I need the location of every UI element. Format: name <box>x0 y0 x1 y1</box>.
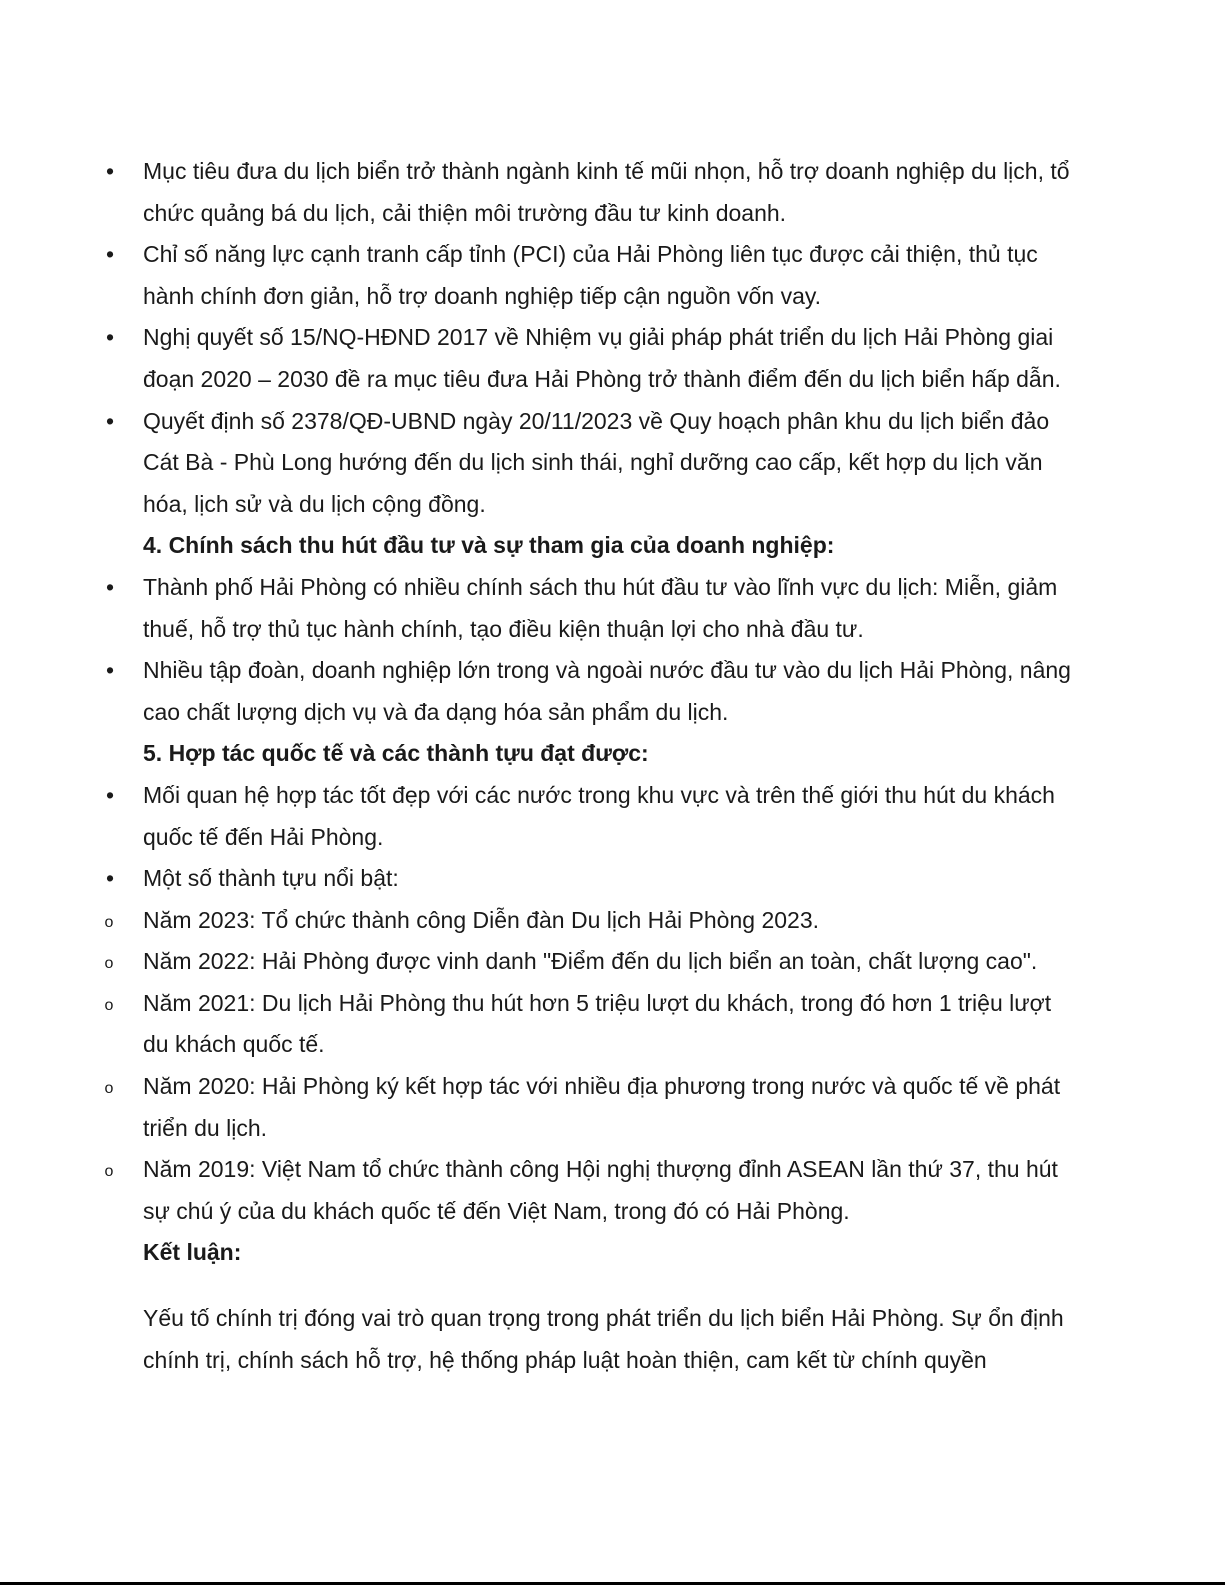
list-item <box>0 151 1083 234</box>
bullet-disc: • <box>105 573 115 600</box>
bullet-disc: • <box>105 324 115 351</box>
list-item-text: Nghị quyết số 15/NQ-HĐND 2017 về Nhiệm vụ giải pháp phát triển du lịch Hải Phòng giai đoạn 2020 – 2030 đề ra mục tiêu đưa Hải Phòng trở thành điểm đến du lịch biển hấp dẫn. <box>143 324 1061 392</box>
sub-list-item <box>0 1149 1083 1232</box>
bullet-circle: o <box>104 1080 114 1098</box>
bullet-disc: • <box>105 657 115 684</box>
list-item <box>0 567 1083 650</box>
sub-list-item <box>0 900 1083 942</box>
list-item-text: Thành phố Hải Phòng có nhiều chính sách thu hút đầu tư vào lĩnh vực du lịch: Miễn, giảm thuế, hỗ trợ thủ tục hành chính, tạo điều kiện thuận lợi cho nhà đầu tư. <box>143 573 1058 642</box>
list-item <box>0 234 1083 317</box>
list-item <box>0 858 1083 900</box>
sub-list-item-text: Năm 2022: Hải Phòng được vinh danh "Điểm đến du lịch biển an toàn, chất lượng cao". <box>143 948 1038 975</box>
sub-list-item-text: Năm 2020: Hải Phòng ký kết hợp tác với nhiều địa phương trong nước và quốc tế về phát triển du lịch. <box>143 1073 1061 1141</box>
bullet-disc: • <box>105 407 115 434</box>
list-item <box>0 317 1083 400</box>
sub-list-item-text: Năm 2021: Du lịch Hải Phòng thu hút hơn 5 triệu lượt du khách, trong đó hơn 1 triệu lượt du khách quốc tế. <box>143 989 1052 1058</box>
list-item <box>0 775 1083 858</box>
list-item-text: Mối quan hệ hợp tác tốt đẹp với các nước trong khu vực và trên thế giới thu hút du khách quốc tế đến Hải Phòng. <box>143 781 1055 850</box>
bullet-circle: o <box>104 996 114 1014</box>
bullet-disc: • <box>105 781 115 808</box>
section-heading-4: 4. Chính sách thu hút đầu tư và sự tham gia của doanh nghiệp: <box>143 532 835 559</box>
conclusion-heading: Kết luận: <box>143 1239 242 1266</box>
list-item <box>0 401 1083 526</box>
bullet-circle: o <box>104 1163 114 1181</box>
list-item-text: Mục tiêu đưa du lịch biển trở thành ngành kinh tế mũi nhọn, hỗ trợ doanh nghiệp du lịch, tổ chức quảng bá du lịch, cải thiện môi trường đầu tư kinh doanh. <box>143 158 1070 226</box>
list-item-text: Chỉ số năng lực cạnh tranh cấp tỉnh (PCI) của Hải Phòng liên tục được cải thiện, thủ tục hành chính đơn giản, hỗ trợ doanh nghiệp tiếp cận nguồn vốn vay. <box>143 241 1038 309</box>
sub-list-item <box>0 983 1083 1066</box>
bullet-disc: • <box>105 241 115 268</box>
list-item <box>0 650 1083 733</box>
sub-list-item-text: Năm 2023: Tổ chức thành công Diễn đàn Du lịch Hải Phòng 2023. <box>143 906 820 933</box>
list-item-text: Một số thành tựu nổi bật: <box>143 865 399 892</box>
document-page <box>0 151 1225 1381</box>
list-item-text: Quyết định số 2378/QĐ-UBND ngày 20/11/2023 về Quy hoạch phân khu du lịch biển đảo Cát Bà - Phù Long hướng đến du lịch sinh thái, nghỉ dưỡng cao cấp, kết hợp du lịch văn hóa, lịch sử và du lịch cộng đồng. <box>143 407 1050 517</box>
sub-list-item <box>0 941 1083 983</box>
bullet-circle: o <box>104 955 114 973</box>
conclusion-paragraph: Yếu tố chính trị đóng vai trò quan trọng trong phát triển du lịch biển Hải Phòng. Sự ổn định chính trị, chính sách hỗ trợ, hệ thống pháp luật hoàn thiện, cam kết từ chính quyền <box>143 1305 1064 1373</box>
sub-list-item <box>0 1066 1083 1149</box>
list-item-text: Nhiều tập đoàn, doanh nghiệp lớn trong và ngoài nước đầu tư vào du lịch Hải Phòng, nâng cao chất lượng dịch vụ và đa dạng hóa sản phẩm du lịch. <box>143 657 1071 725</box>
sub-list-item-text: Năm 2019: Việt Nam tổ chức thành công Hội nghị thượng đỉnh ASEAN lần thứ 37, thu hút sự chú ý của du khách quốc tế đến Việt Nam, trong đó có Hải Phòng. <box>143 1156 1058 1224</box>
bullet-circle: o <box>104 913 114 931</box>
bullet-disc: • <box>105 865 115 892</box>
section-heading-5: 5. Hợp tác quốc tế và các thành tựu đạt được: <box>143 740 649 767</box>
bullet-disc: • <box>105 158 115 184</box>
